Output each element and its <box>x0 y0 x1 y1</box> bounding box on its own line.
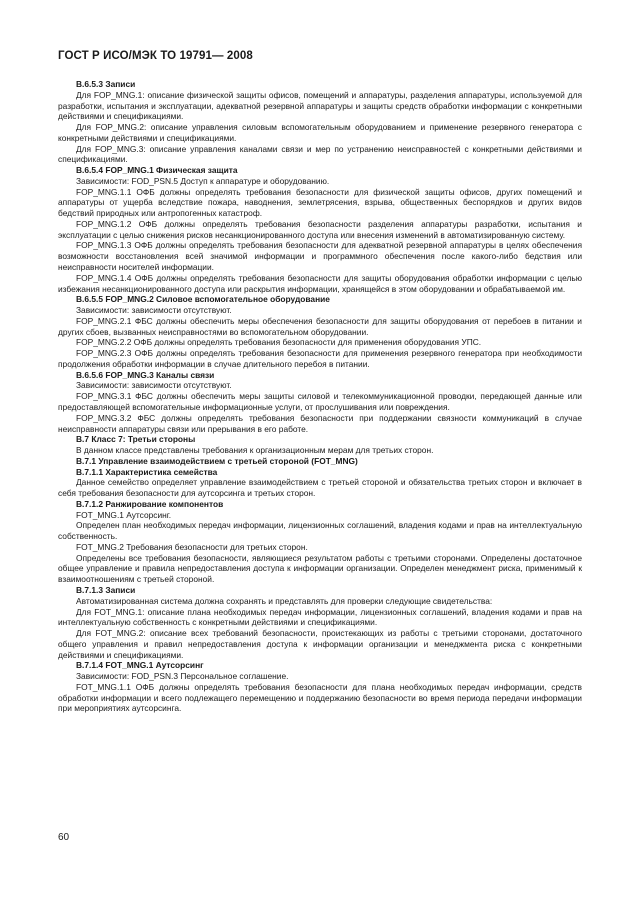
section-heading: B.6.5.6 FOP_MNG.3 Каналы связи <box>76 369 215 380</box>
paragraph: Для FOP_MNG.2: описание управления силовым вспомогательным оборудованием и применение резервного генератора с конкретными действиями и спецификациями. <box>58 122 582 143</box>
standard-header: ГОСТ Р ИСО/МЭК ТО 19791— 2008 <box>58 50 253 62</box>
paragraph: В данном классе представлены требования к организационным мерам для третьих сторон. <box>76 445 434 456</box>
paragraph: FOP_MNG.2.2 ОФБ должны определять требования безопасности для применения оборудования УПС. <box>76 337 482 348</box>
paragraph: FOP_MNG.2.3 ОФБ должны определять требования безопасности для применения резервного генератора при необходимости продолжения обработки информации в случае длительного перебоя в питании. <box>58 348 582 369</box>
paragraph: FOP_MNG.1.3 ОФБ должны определять требования безопасности для адекватной резервной аппаратуры в целях обеспечения возможности восстановления всей значимой информации и программного обеспечения после какого-либо бедствия или неисправности носителей информации. <box>58 240 582 273</box>
paragraph: Для FOP_MNG.3: описание управления каналами связи и мер по устранению неисправностей с конкретными действиями и спецификациями. <box>58 143 582 165</box>
paragraph: Зависимости: FOD_PSN.5 Доступ к аппаратуре и оборудованию. <box>76 175 330 186</box>
section-heading: B.6.5.5 FOP_MNG.2 Силовое вспомогательное оборудование <box>76 294 330 305</box>
paragraph: Определен план необходимых передач информации, лицензионных соглашений, владения кодами и прав на интеллектуальную собственность. <box>58 520 582 542</box>
paragraph: FOP_MNG.1.1 ОФБ должны определять требования безопасности для физической защиты офисов, других помещений и аппаратуры от ущерба вследствие пожара, наводнения, землетрясения, взрыва, общественных беспорядков и других видов бедствий природных или антропогенных катастроф. <box>58 186 582 219</box>
paragraph: Данное семейство определяет управление взаимодействием с третьей стороной и обязательства третьих сторон и включает в себя требования безопасности для аутсорсинга и третьих сторон. <box>58 477 582 499</box>
paragraph: Зависимости: FOD_PSN.3 Персональное соглашение. <box>76 671 289 682</box>
section-heading: B.7.1.4 FOT_MNG.1 Аутсорсинг <box>76 660 204 671</box>
section-heading: B.7.1 Управление взаимодействием с третьей стороной (FOT_MNG) <box>76 455 358 466</box>
paragraph: Зависимости: зависимости отсутствуют. <box>76 305 232 316</box>
paragraph: FOP_MNG.1.2 ОФБ должны определять требования безопасности разделения аппаратуры разработки, испытания и эксплуатации с целью снижения рисков несанкционированного доступа или внесения изменений в автоматизированную систему. <box>58 218 582 240</box>
paragraph: FOP_MNG.3.2 ФБС должны определять требования безопасности при поддержании связности коммуникаций в случае неисправности аппаратуры связи или прерывания в его работе. <box>58 412 582 434</box>
paragraph: FOT_MNG.1.1 ОФБ должны определять требования безопасности для плана необходимых передач информации, средств обработки информации и всего подлежащего перемещению и поддержанию безопасности во время периода передачи информации при мероприятиях аутсорсинга. <box>58 681 582 714</box>
paragraph: Для FOT_MNG.2: описание всех требований безопасности, проистекающих из работы с третьими сторонами, достаточного общего управления и правил непредоставления доступа к информации организации и менеджмента риска с конкретными действиями и спецификациями. <box>58 628 582 660</box>
paragraph: FOP_MNG.1.4 ОФБ должны определять требования безопасности для защиты оборудования обработки информации с целью избежания несанкционированного доступа или раскрытия информации, хранящейся в этом оборудовании и обрабатываемой им. <box>58 272 582 294</box>
paragraph: Для FOT_MNG.1: описание плана необходимых передач информации, лицензионных соглашений, владения кодами и прав на интеллектуальную собственность с конкретными действиями и спецификациями. <box>58 606 582 628</box>
paragraph: Для FOP_MNG.1: описание физической защиты офисов, помещений и аппаратуры, разделения аппаратуры, используемой для разработки, испытания и эксплуатации, адекватной резервной аппаратуры и защиты средств обработки информации с конкретными действиями и спецификациями. <box>58 89 582 122</box>
paragraph: Автоматизированная система должна сохранять и представлять для проверки следующие свидетельства: <box>76 595 493 606</box>
paragraph: FOP_MNG.3.1 ФБС должны обеспечить меры защиты силовой и телекоммуникационной проводки, передающей данные или предоставляющей вспомогательные информационные услуги, от прослушивания или повреждения. <box>58 391 582 412</box>
section-heading: B.7.1.1 Характеристика семейства <box>76 466 218 477</box>
section-heading: B.6.5.3 Записи <box>76 79 136 89</box>
paragraph: FOT_MNG.2 Требования безопасности для третьих сторон. <box>76 541 308 552</box>
section-heading: B.6.5.4 FOP_MNG.1 Физическая защита <box>76 165 238 176</box>
document-body <box>58 79 582 714</box>
paragraph: Определены все требования безопасности, являющиеся результатом работы с третьими сторонами. Определены достаточное общее управление и правила непредоставления доступа к информации организации. Определен менеджмент риска, применимый к взаимоотношениям с третьей стороной. <box>58 552 582 585</box>
paragraph: Зависимости: зависимости отсутствуют. <box>76 380 232 391</box>
paragraph: FOP_MNG.2.1 ФБС должны обеспечить меры обеспечения безопасности для защиты оборудования от перебоев в питании и других сбоев, вызванных неисправностями во вспомогательном оборудовании. <box>58 315 582 337</box>
section-heading: B.7.1.2 Ранжирование компонентов <box>76 498 224 509</box>
paragraph: FOT_MNG.1 Аутсорсинг. <box>76 509 172 520</box>
page-number: 60 <box>58 832 70 843</box>
section-heading: B.7.1.3 Записи <box>76 584 136 595</box>
section-heading: B.7 Класс 7: Третьи стороны <box>76 434 196 445</box>
